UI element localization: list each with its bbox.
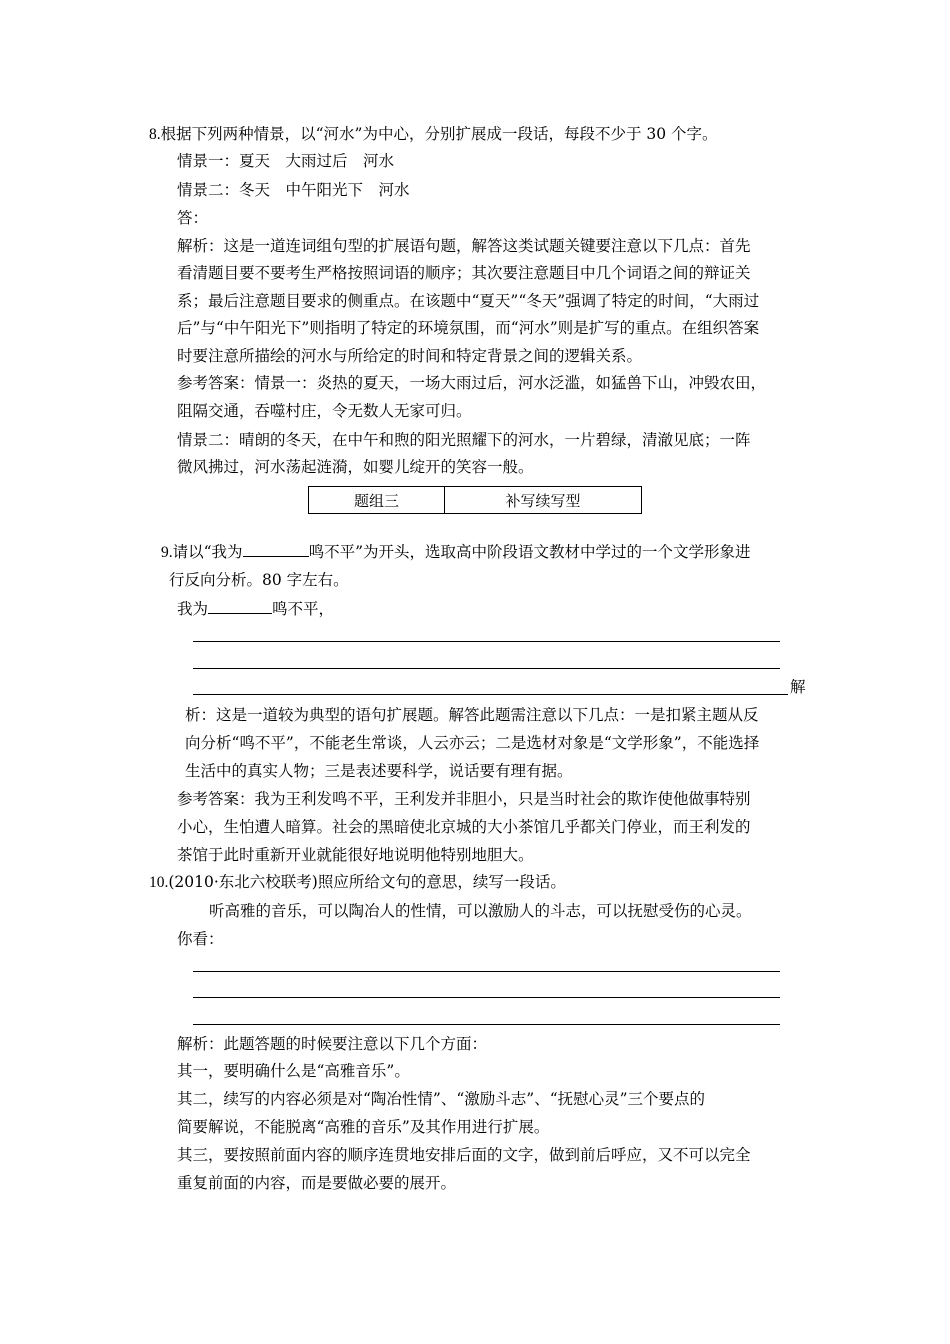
q9-stem-blank[interactable] (243, 541, 309, 557)
q9-stem-2: 行反向分析。80 字左右。 (169, 571, 349, 589)
section-group: 题组三 (309, 487, 445, 513)
q8-analysis-line: 系；最后注意题目要求的侧重点。在该题中“夏天”“冬天”强调了特定的时间，“大雨过 (177, 292, 760, 310)
q10-answer-line[interactable] (193, 1024, 780, 1025)
q10-answer-line[interactable] (193, 997, 780, 998)
q8-answer-label: 答： (177, 209, 209, 227)
q8-analysis-line: 解析：这是一道连词组句型的扩展语句题，解答这类试题关键要注意以下几点：首先 (177, 237, 751, 255)
q10-analysis-line: 其一，要明确什么是“高雅音乐”。 (177, 1062, 410, 1080)
q9-reference-line: 茶馆于此时重新开业就能很好地说明他特别地胆大。 (177, 846, 534, 864)
q10-stem: (2010·东北六校联考)照应所给文句的意思，续写一段话。 (168, 873, 566, 891)
q9-answer-line[interactable] (193, 668, 780, 669)
q9-start-b: 鸣不平， (272, 600, 335, 618)
q8-scene2: 情景二：冬天 中午阳光下 河水 (177, 181, 410, 199)
q9-stem-line (161, 541, 751, 563)
section-header-table (308, 486, 642, 514)
q10-analysis-line: 其二，续写的内容必须是对“陶冶性情”、“激励斗志”、“抚慰心灵”三个要点的 (177, 1090, 706, 1108)
q8-stem-line (149, 124, 718, 145)
q8-analysis-line: 后”与“中午阳光下”则指明了特定的环境氛围，而“河水”则是扩写的重点。在组织答案 (177, 319, 760, 337)
q8-reference-line: 阻隔交通，吞噬村庄，令无数人无家可归。 (177, 402, 472, 420)
q10-number: 10. (149, 874, 169, 891)
q9-reference-line: 参考答案：我为王利发鸣不平，王利发并非胆小，只是当时社会的欺诈使他做事特别 (177, 790, 751, 808)
q9-stem-a: 请以“我为 (172, 543, 243, 561)
q10-analysis-line: 重复前面的内容，而是要做必要的展开。 (177, 1174, 457, 1192)
q9-stem-b: 鸣不平”为开头，选取高中阶段语文教材中学过的一个文学形象进 (308, 543, 751, 561)
q10-stem-line (149, 872, 566, 893)
q10-analysis-line: 简要解说，不能脱离“高雅的音乐”及其作用进行扩展。 (177, 1118, 550, 1136)
q9-analysis-line: 向分析“鸣不平”，不能老生常谈，人云亦云；二是选材对象是“文学形象”，不能选择 (185, 734, 760, 752)
q10-analysis-line: 其三，要按照前面内容的顺序连贯地安排后面的文字，做到前后呼应，又不可以完全 (177, 1146, 751, 1164)
q9-start-line (177, 598, 334, 619)
q9-reference-line: 小心，生怕遭人暗算。社会的黑暗使北京城的大小茶馆几乎都关门停业，而王利发的 (177, 818, 751, 836)
q8-reference-line: 参考答案：情景一：炎热的夏天，一场大雨过后，河水泛滥，如猛兽下山，冲毁农田， (177, 374, 767, 392)
q9-analysis-line: 析：这是一道较为典型的语句扩展题。解答此题需注意以下几点：一是扣紧主题从反 (185, 706, 759, 724)
q9-analysis-line: 生活中的真实人物；三是表述要科学，说话要有理有据。 (185, 762, 573, 780)
q9-answer-line[interactable] (193, 694, 788, 695)
section-type: 补写续写型 (505, 491, 581, 510)
q9-answer-line[interactable] (193, 641, 780, 642)
q9-number: 9. (161, 544, 173, 561)
q10-analysis-line: 解析：此题答题的时候要注意以下几个方面： (177, 1035, 488, 1053)
q10-prompt: 你看： (177, 930, 224, 948)
q8-reference-line: 微风拂过，河水荡起涟漪，如婴儿绽开的笑容一般。 (177, 458, 534, 476)
q10-given-text: 听高雅的音乐，可以陶冶人的性情，可以激励人的斗志，可以抚慰受伤的心灵。 (209, 902, 752, 920)
q8-analysis-line: 看清题目要不要考生严格按照词语的顺序；其次要注意题目中几个词语之间的辩证关 (177, 264, 751, 282)
q9-start-a: 我为 (177, 600, 209, 618)
q8-stem: 根据下列两种情景，以“河水”为中心，分别扩展成一段话，每段不少于 30 个字。 (160, 125, 718, 143)
q8-scene1: 情景一：夏天 大雨过后 河水 (177, 152, 395, 170)
q9-analysis-head: 解 (790, 678, 806, 696)
q10-answer-line[interactable] (193, 971, 780, 972)
q8-reference-line: 情景二：晴朗的冬天，在中午和煦的阳光照耀下的河水，一片碧绿，清澈见底；一阵 (177, 431, 751, 449)
q8-analysis-line: 时要注意所描绘的河水与所给定的时间和特定背景之间的逻辑关系。 (177, 347, 643, 365)
q9-start-blank[interactable] (208, 598, 272, 614)
q8-number: 8. (149, 126, 161, 143)
